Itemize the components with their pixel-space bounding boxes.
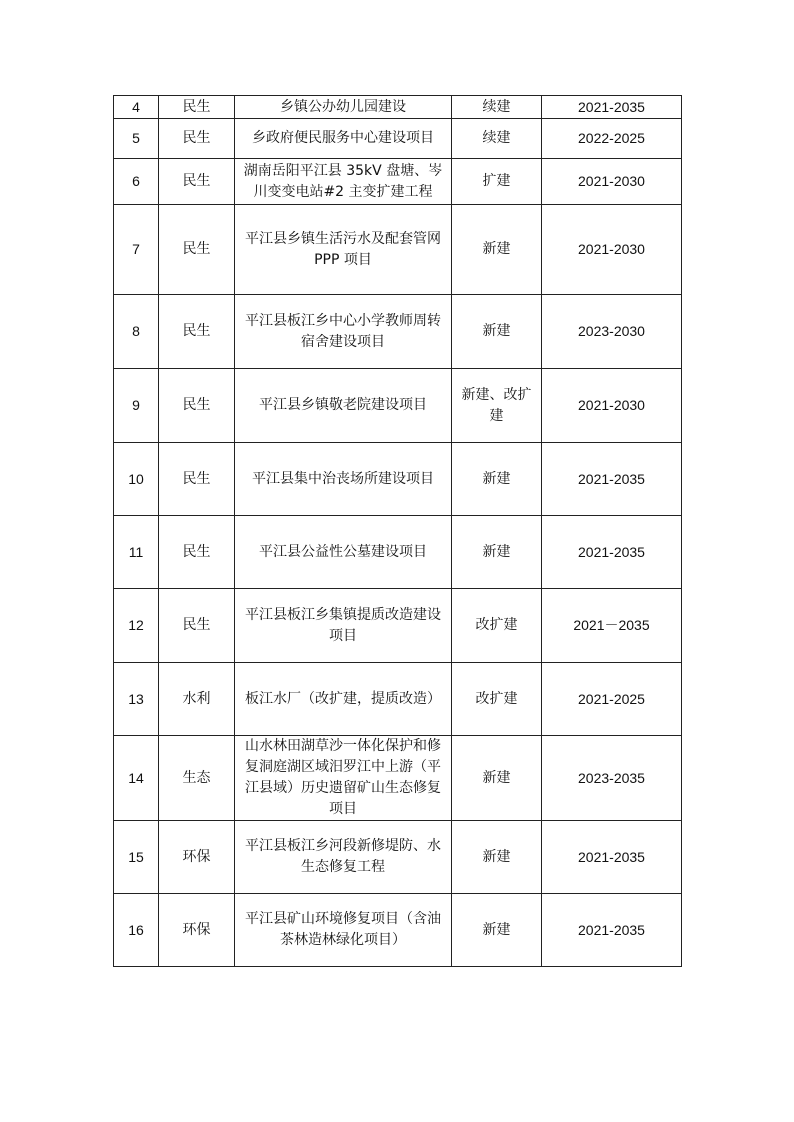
table-row — [114, 369, 682, 443]
row-project-name: 平江县乡镇敬老院建设项目 — [235, 369, 452, 443]
row-category: 民生 — [159, 589, 235, 663]
row-construction-type: 新建 — [452, 821, 542, 894]
row-project-name: 平江县集中治丧场所建设项目 — [235, 443, 452, 516]
row-category: 水利 — [159, 663, 235, 736]
table-row — [114, 159, 682, 205]
row-construction-type: 续建 — [452, 119, 542, 159]
row-number: 5 — [114, 119, 159, 159]
table-row — [114, 516, 682, 589]
row-project-name: 乡镇公办幼儿园建设 — [235, 96, 452, 119]
row-number: 4 — [114, 96, 159, 119]
row-construction-type: 扩建 — [452, 159, 542, 205]
row-number: 6 — [114, 159, 159, 205]
table-row — [114, 894, 682, 967]
row-construction-type: 新建 — [452, 205, 542, 295]
row-number: 7 — [114, 205, 159, 295]
row-construction-type: 新建 — [452, 894, 542, 967]
row-project-name: 平江县板江乡河段新修堤防、水生态修复工程 — [235, 821, 452, 894]
row-project-name: 平江县公益性公墓建设项目 — [235, 516, 452, 589]
row-category: 民生 — [159, 205, 235, 295]
row-category: 环保 — [159, 894, 235, 967]
row-project-name: 平江县板江乡中心小学教师周转宿舍建设项目 — [235, 295, 452, 369]
row-period: 2021-2035 — [542, 516, 682, 589]
row-period: 2021-2030 — [542, 369, 682, 443]
row-number: 14 — [114, 736, 159, 821]
row-number: 9 — [114, 369, 159, 443]
project-table-body — [114, 96, 682, 967]
table-row — [114, 443, 682, 516]
row-category: 民生 — [159, 119, 235, 159]
project-table — [113, 95, 682, 967]
row-project-name: 湖南岳阳平江县 35kV 盘塘、岑川变变电站#2 主变扩建工程 — [235, 159, 452, 205]
row-period: 2021-2035 — [542, 443, 682, 516]
row-category: 民生 — [159, 96, 235, 119]
row-period: 2021-2035 — [542, 821, 682, 894]
row-period: 2022-2025 — [542, 119, 682, 159]
row-category: 民生 — [159, 516, 235, 589]
row-number: 12 — [114, 589, 159, 663]
row-project-name: 平江县乡镇生活污水及配套管网 PPP 项目 — [235, 205, 452, 295]
row-period: 2021-2030 — [542, 159, 682, 205]
row-period: 2021-2035 — [542, 96, 682, 119]
row-project-name: 乡政府便民服务中心建设项目 — [235, 119, 452, 159]
row-construction-type: 新建 — [452, 443, 542, 516]
row-period: 2023-2035 — [542, 736, 682, 821]
row-project-name: 平江县板江乡集镇提质改造建设项目 — [235, 589, 452, 663]
row-number: 10 — [114, 443, 159, 516]
table-row — [114, 663, 682, 736]
row-project-name: 平江县矿山环境修复项目（含油茶林造林绿化项目） — [235, 894, 452, 967]
row-period: 2023-2030 — [542, 295, 682, 369]
row-number: 15 — [114, 821, 159, 894]
row-construction-type: 新建 — [452, 736, 542, 821]
row-construction-type: 续建 — [452, 96, 542, 119]
table-row — [114, 589, 682, 663]
row-number: 11 — [114, 516, 159, 589]
row-period: 2021－2035 — [542, 589, 682, 663]
row-construction-type: 新建 — [452, 295, 542, 369]
row-construction-type: 新建 — [452, 516, 542, 589]
row-category: 民生 — [159, 159, 235, 205]
row-construction-type: 新建、改扩建 — [452, 369, 542, 443]
table-row — [114, 96, 682, 119]
table-row — [114, 295, 682, 369]
row-number: 8 — [114, 295, 159, 369]
row-category: 民生 — [159, 295, 235, 369]
row-construction-type: 改扩建 — [452, 589, 542, 663]
row-category: 环保 — [159, 821, 235, 894]
row-period: 2021-2030 — [542, 205, 682, 295]
table-row — [114, 119, 682, 159]
table-row — [114, 205, 682, 295]
table-row — [114, 821, 682, 894]
row-project-name: 板江水厂（改扩建，提质改造） — [235, 663, 452, 736]
row-period: 2021-2035 — [542, 894, 682, 967]
row-category: 民生 — [159, 369, 235, 443]
row-construction-type: 改扩建 — [452, 663, 542, 736]
row-number: 16 — [114, 894, 159, 967]
row-number: 13 — [114, 663, 159, 736]
table-row — [114, 736, 682, 821]
row-period: 2021-2025 — [542, 663, 682, 736]
row-category: 生态 — [159, 736, 235, 821]
row-category: 民生 — [159, 443, 235, 516]
row-project-name: 山水林田湖草沙一体化保护和修复洞庭湖区域汨罗江中上游（平江县域）历史遗留矿山生态修复项目 — [235, 736, 452, 821]
